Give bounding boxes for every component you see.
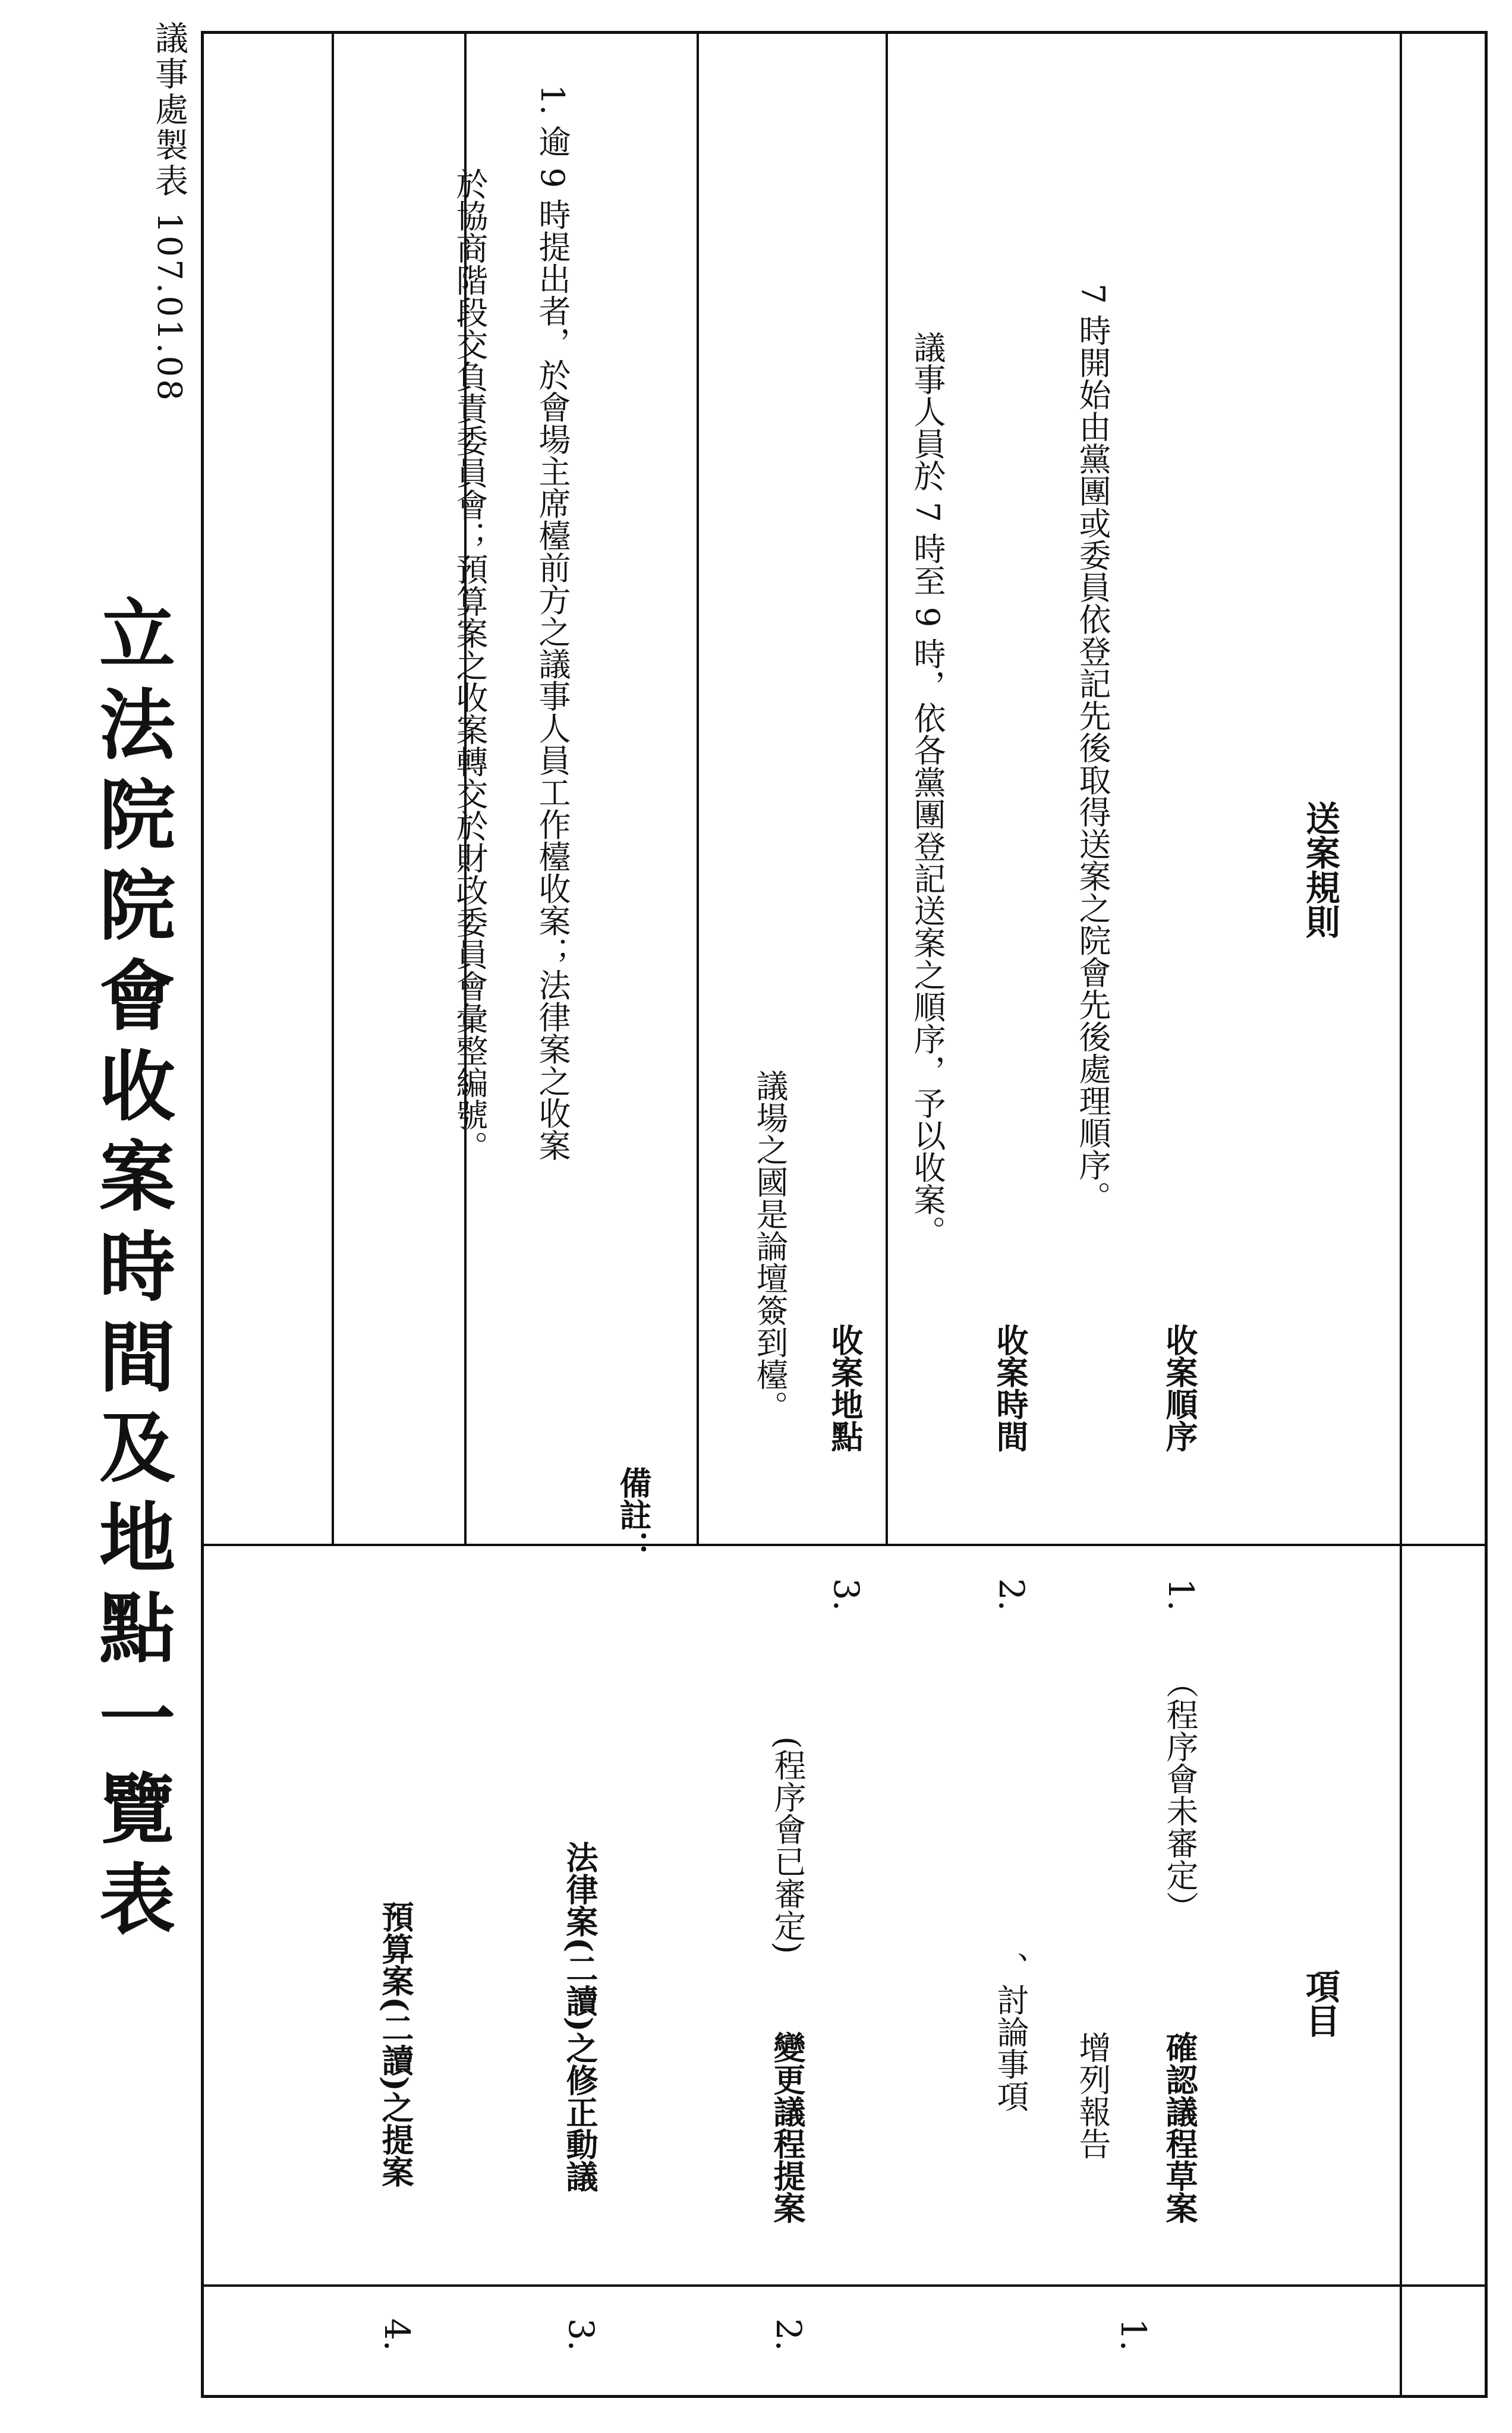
column-divider-row2 (697, 34, 699, 1544)
row-number-4: 4. (377, 2318, 417, 2352)
row4-title: 預算案(二讀)之提案 (377, 1900, 415, 2188)
row2-note: (程序會已審定) (769, 1736, 807, 1954)
rule3-title: 收案地點 (826, 1324, 864, 1452)
remarks-line1: 1. 逾 9 時提出者，於會場主席檯前方之議事人員工作檯收案；法律案之收案 (534, 84, 571, 1162)
rule3-text: 議場之國是論壇簽到檯。 (751, 1069, 789, 1422)
row1-sub2: 、討論事項 (992, 1952, 1029, 2112)
rule2-number: 2. (991, 1578, 1032, 1611)
rule2-text: 議事人員於 7 時至 9 時，依各黨團登記送案之順序，予以收案。 (909, 331, 946, 1248)
row1-note: （程序會未審定） (1161, 1666, 1199, 1923)
column-divider-header (1400, 34, 1402, 2395)
document-code: 議事處製表 107.01.08 (150, 21, 188, 403)
row-divider-number (204, 2284, 1485, 2287)
row-number-2: 2. (768, 2318, 809, 2352)
rule1-title: 收案順序 (1161, 1324, 1199, 1452)
row1-title: 確認議程草案 (1161, 2031, 1199, 2224)
column-divider-row1 (886, 34, 888, 1544)
rule2-title: 收案時間 (991, 1324, 1029, 1452)
remarks-line2: 於協商階段交負責委員會；預算案之收案轉交於財政委員會彙整編號。 (451, 168, 489, 1163)
row-divider-rules (204, 1544, 1485, 1546)
row-number-3: 3. (561, 2318, 601, 2352)
header-rules: 送案規則 (1300, 801, 1340, 939)
page-title: 立法院院會收案時間及地點一覽表 (86, 594, 175, 1950)
rule3-number: 3. (826, 1578, 867, 1611)
row3-title: 法律案(二讀)之修正動議 (561, 1841, 599, 2193)
rule1-number: 1. (1161, 1578, 1201, 1611)
remarks-label: 備註： (615, 1466, 653, 1563)
header-item: 項目 (1300, 1969, 1340, 2038)
row1-sub1: 增列報告 (1074, 2031, 1111, 2160)
column-divider-row4 (332, 34, 334, 1544)
schedule-table (201, 31, 1488, 2398)
rule1-text: 7 時開始由黨團或委員依登記先後取得送案之院會先後處理順序。 (1074, 284, 1111, 1213)
row2-title: 變更議程提案 (768, 2031, 807, 2224)
row-number-1: 1. (1113, 2318, 1154, 2352)
